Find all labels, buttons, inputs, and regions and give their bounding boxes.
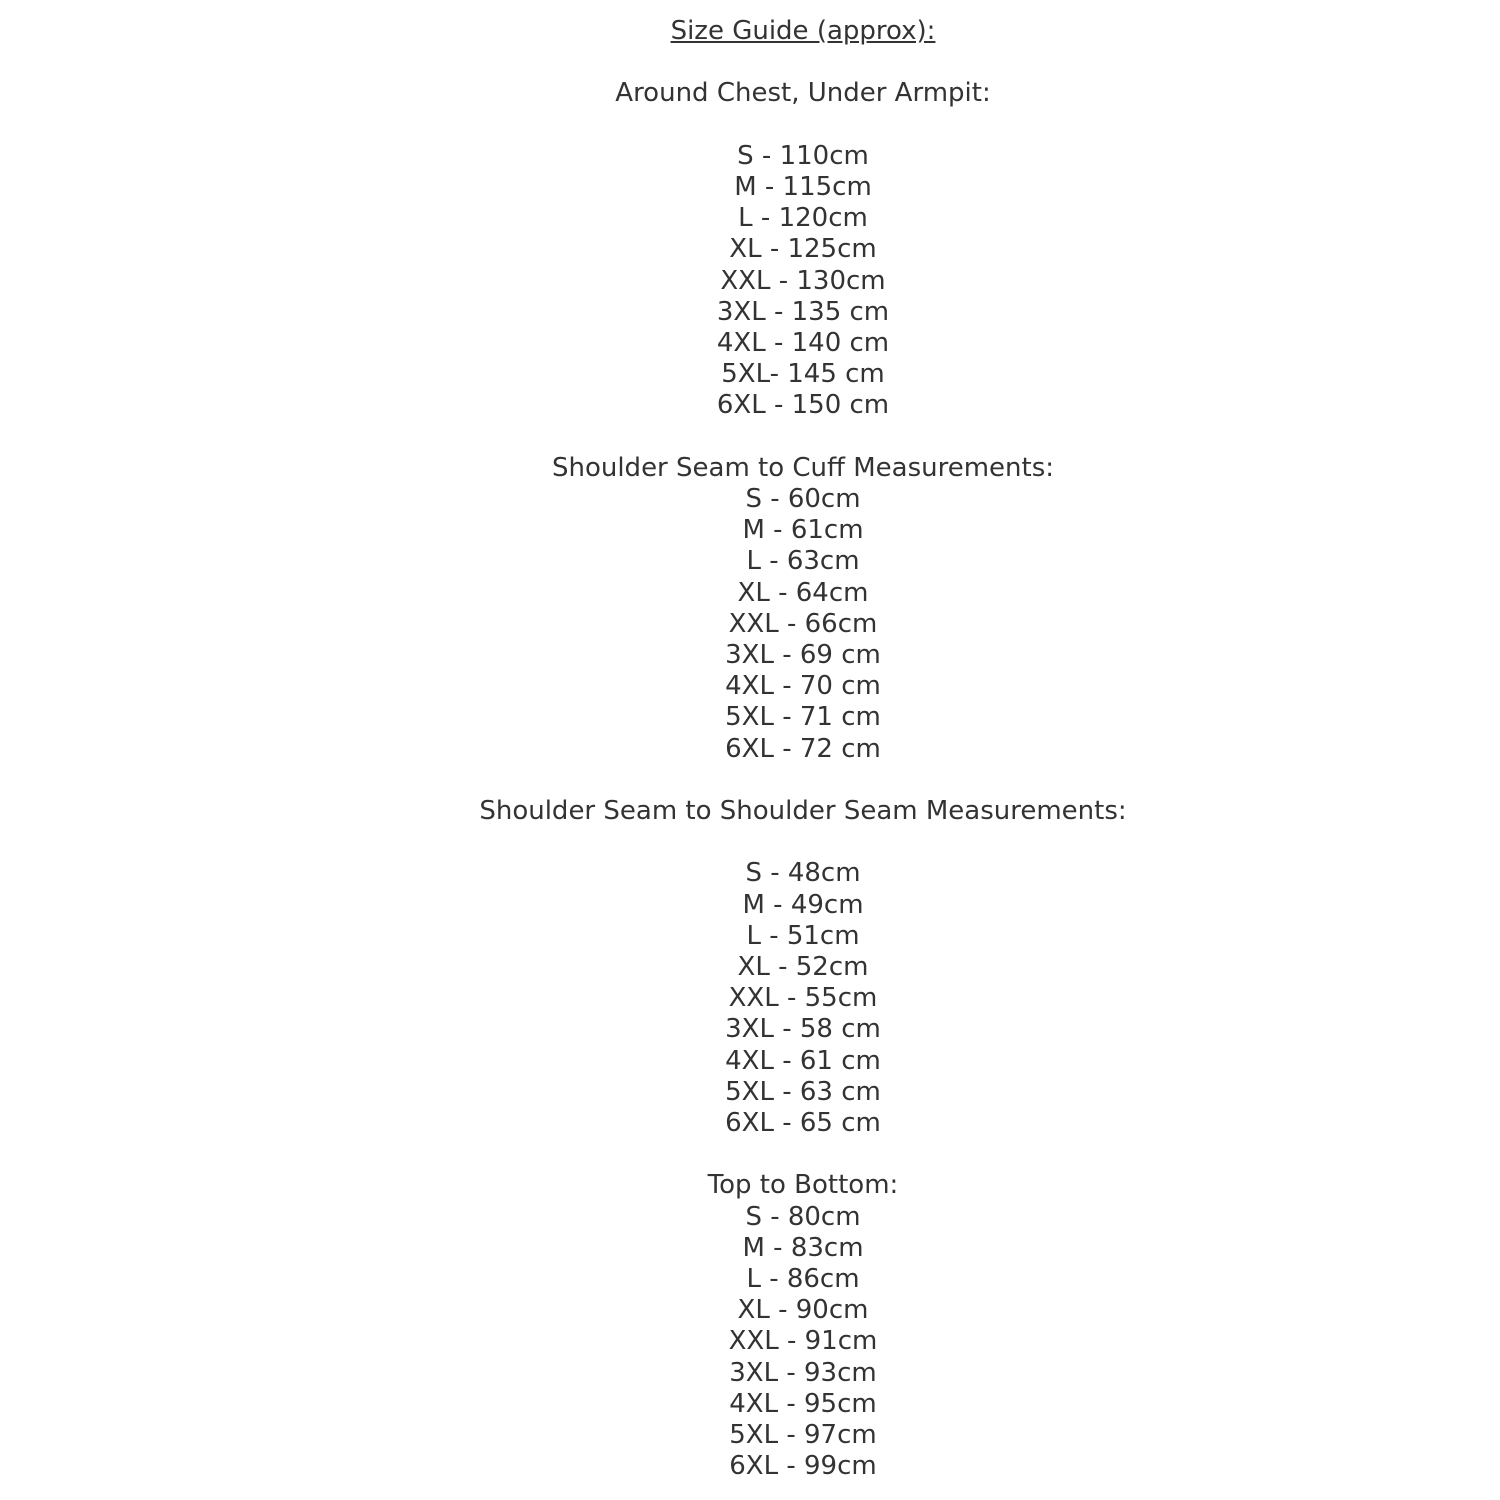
size-row: 3XL - 58 cm — [725, 1014, 881, 1045]
size-row: L - 120cm — [738, 203, 868, 234]
size-row: 6XL - 72 cm — [725, 733, 881, 764]
blank-line — [106, 827, 1500, 858]
size-row: XXL - 55cm — [728, 983, 878, 1014]
size-row: 4XL - 140 cm — [716, 328, 890, 358]
section-shoulder-to-cuff — [106, 453, 1500, 765]
size-row: XL - 64cm — [737, 577, 869, 608]
size-row: S - 60cm — [745, 484, 861, 514]
blank-line — [106, 47, 1500, 78]
size-row: 3XL - 135 cm — [716, 296, 890, 327]
blank-line — [106, 422, 1500, 453]
blank-line — [106, 765, 1500, 796]
section-top-to-bottom — [106, 1170, 1500, 1482]
section-header: Shoulder Seam to Shoulder Seam Measurements: — [479, 796, 1127, 827]
size-row: 5XL - 71 cm — [725, 702, 881, 733]
section-around-chest — [106, 78, 1500, 421]
size-row: XL - 90cm — [737, 1295, 869, 1326]
size-row: M - 49cm — [742, 889, 864, 920]
size-row: XL - 52cm — [737, 952, 869, 983]
size-row: M - 61cm — [742, 515, 864, 546]
size-row: S - 80cm — [745, 1201, 861, 1232]
size-row: L - 63cm — [746, 546, 860, 577]
size-row: 3XL - 69 cm — [725, 640, 881, 671]
size-row: 5XL - 97cm — [729, 1420, 877, 1451]
page-title: Size Guide (approx): — [670, 16, 936, 46]
size-row: S - 110cm — [737, 140, 869, 171]
section-header: Top to Bottom: — [707, 1170, 899, 1201]
section-header: Shoulder Seam to Cuff Measurements: — [551, 452, 1055, 483]
size-row: XL - 125cm — [729, 234, 877, 265]
blank-line — [106, 1139, 1500, 1170]
size-row: 4XL - 95cm — [729, 1388, 877, 1419]
size-row: 6XL - 65 cm — [725, 1108, 881, 1139]
size-row: 4XL - 70 cm — [725, 671, 881, 702]
size-row: L - 51cm — [746, 920, 860, 951]
blank-line — [106, 110, 1500, 141]
size-row: 5XL- 145 cm — [721, 359, 885, 390]
section-header: Around Chest, Under Armpit: — [615, 78, 991, 109]
size-row: L - 86cm — [746, 1264, 860, 1295]
size-row: XXL - 130cm — [720, 265, 886, 296]
size-row: M - 115cm — [734, 171, 872, 202]
size-row: XXL - 91cm — [728, 1326, 878, 1357]
size-row: 6XL - 99cm — [729, 1451, 877, 1482]
size-row: XXL - 66cm — [728, 608, 878, 639]
size-row: 3XL - 93cm — [729, 1357, 877, 1388]
size-row: S - 48cm — [745, 858, 861, 889]
size-row: 4XL - 61 cm — [725, 1045, 881, 1076]
size-row: 6XL - 150 cm — [716, 390, 890, 421]
section-shoulder-to-shoulder — [106, 796, 1500, 1139]
size-row: 5XL - 63 cm — [725, 1076, 881, 1107]
size-row: M - 83cm — [742, 1232, 864, 1263]
